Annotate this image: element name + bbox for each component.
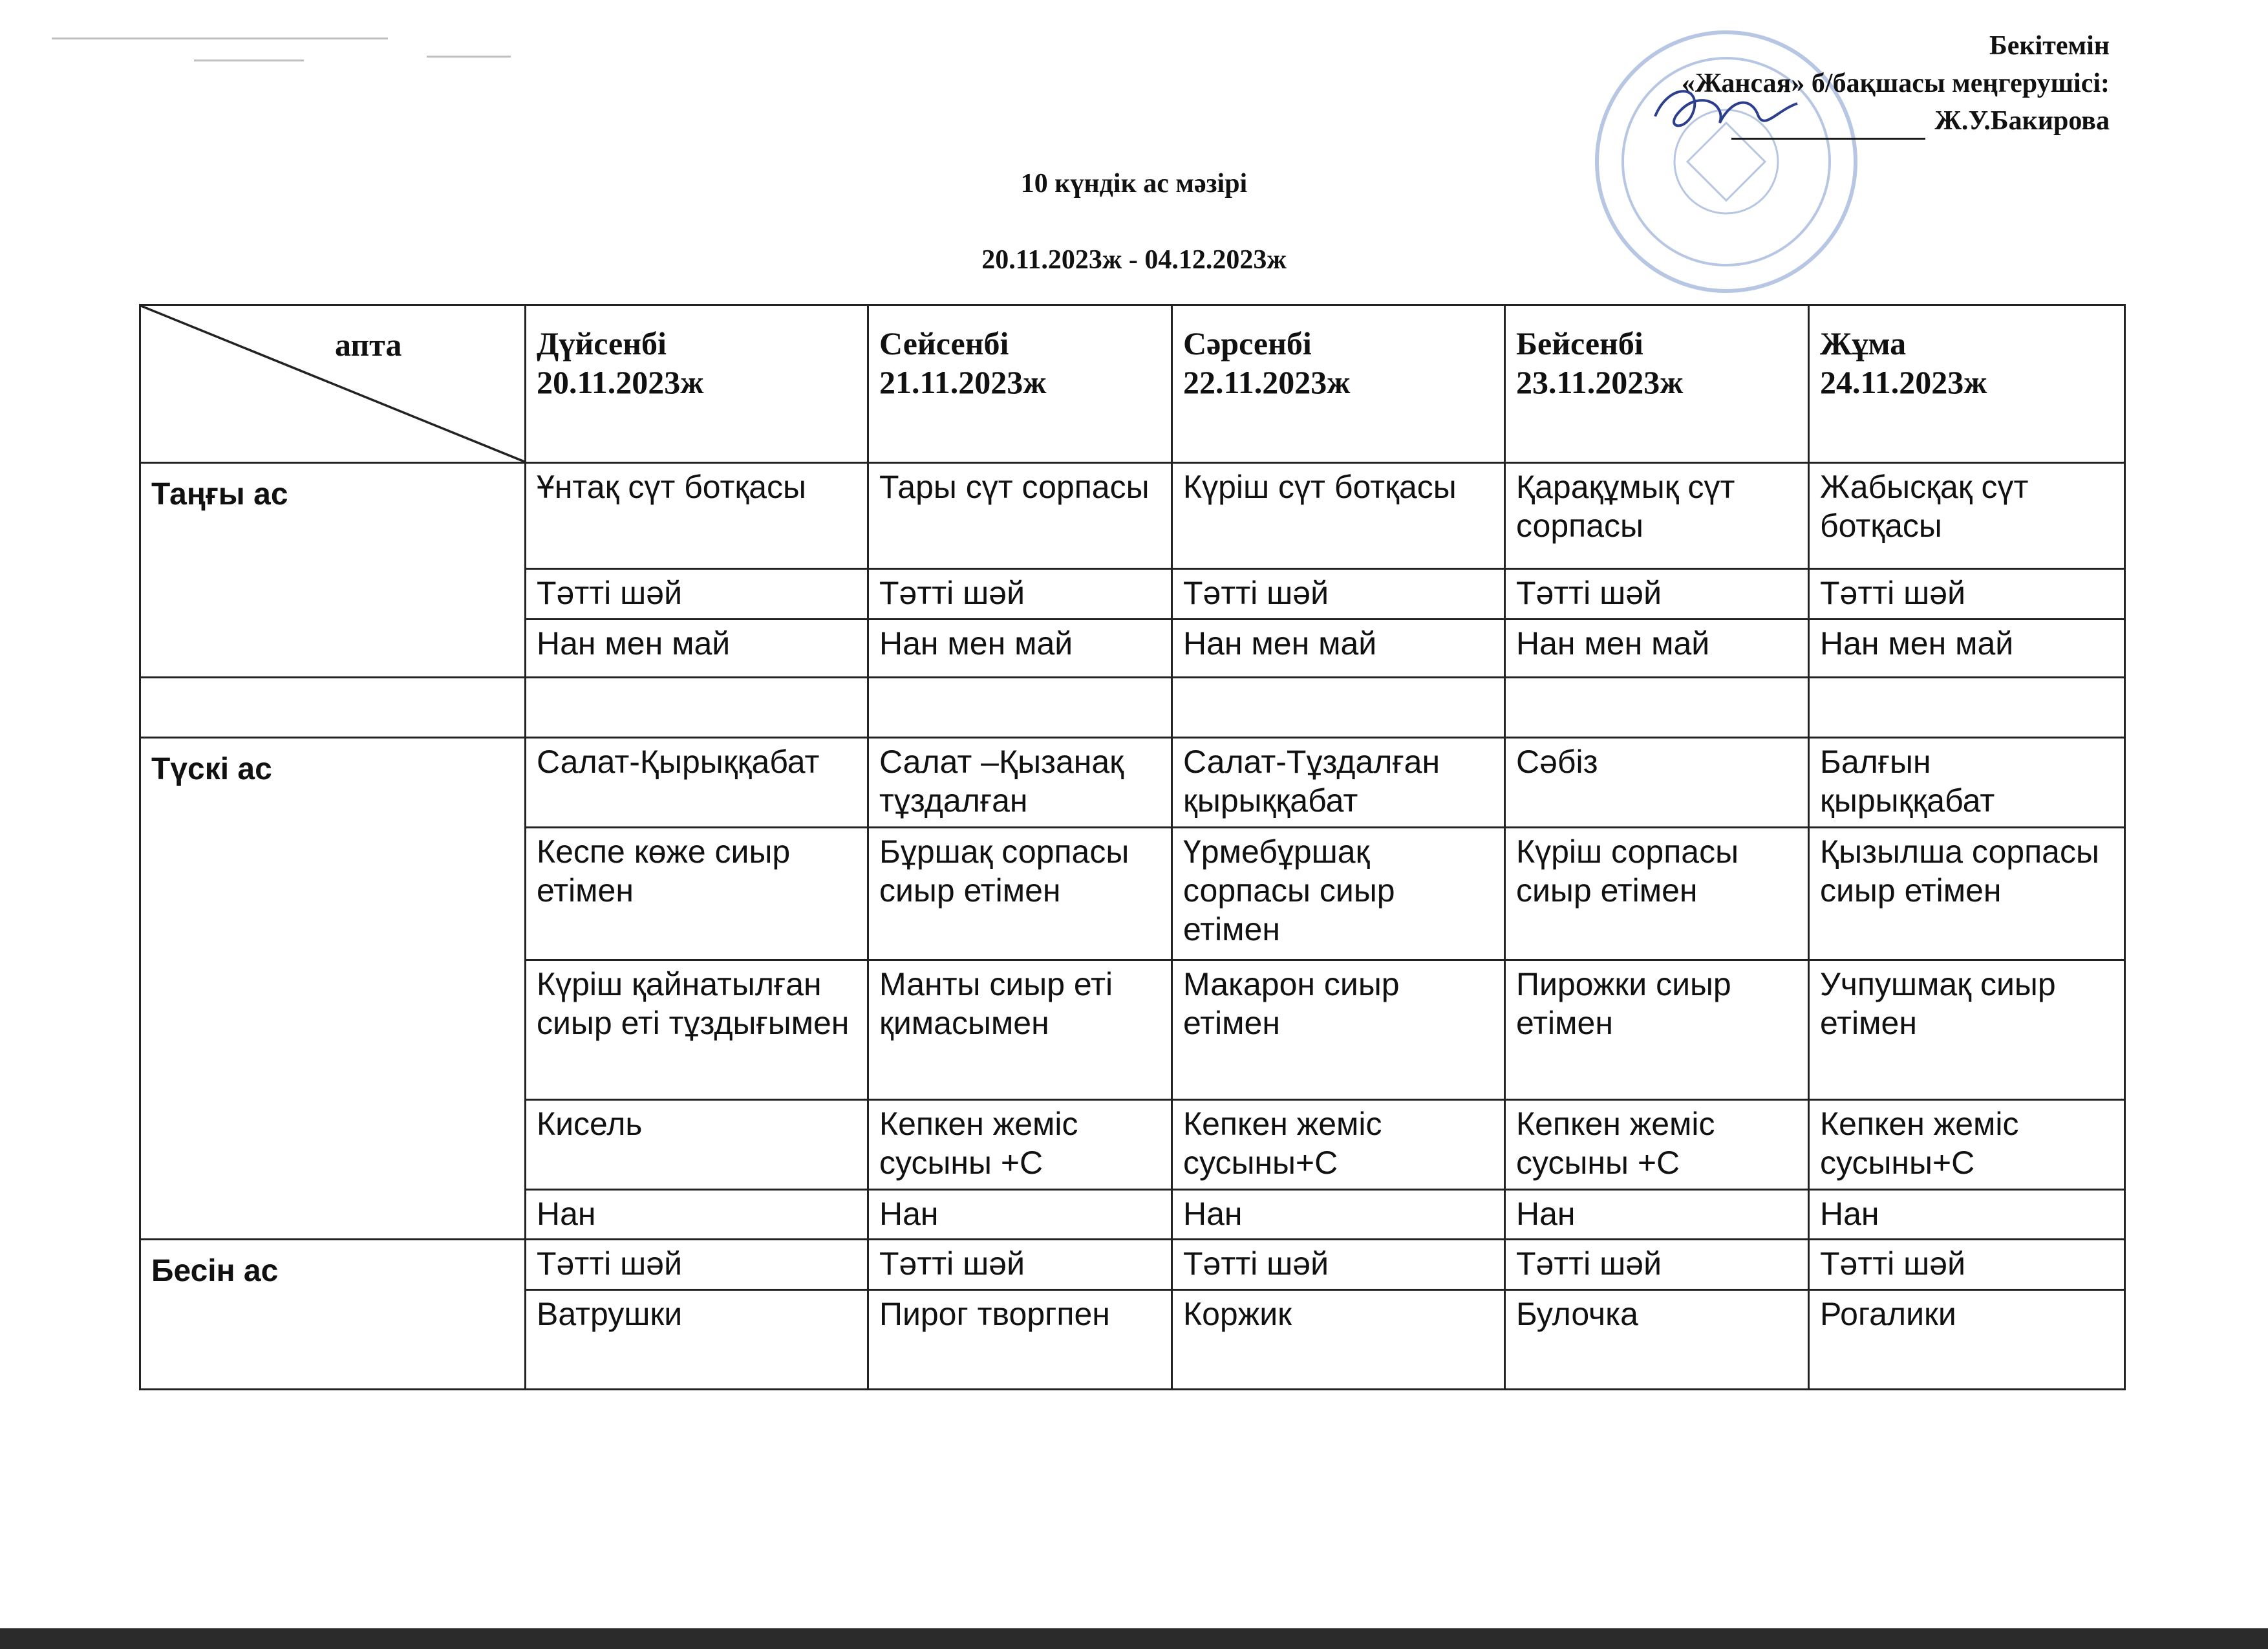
day-date: 22.11.2023ж bbox=[1183, 364, 1351, 400]
meal-label: Түскі ас bbox=[140, 737, 526, 1240]
table-row bbox=[140, 1240, 2125, 1289]
table-row bbox=[140, 462, 2125, 569]
menu-cell: Қарақұмық сүт сорпасы bbox=[1505, 462, 1809, 569]
menu-cell: Нан мен май bbox=[868, 619, 1172, 678]
menu-cell: Коржик bbox=[1172, 1289, 1505, 1389]
table-header-row bbox=[140, 305, 2125, 463]
menu-cell: Макарон сиыр етімен bbox=[1172, 960, 1505, 1100]
day-date: 20.11.2023ж bbox=[537, 364, 704, 400]
day-header bbox=[1172, 305, 1505, 463]
menu-cell: Пирожки сиыр етімен bbox=[1505, 960, 1809, 1100]
day-name: Жұма bbox=[1820, 325, 1907, 361]
menu-cell: Тәтті шәй bbox=[1172, 1240, 1505, 1289]
table-row bbox=[140, 737, 2125, 827]
menu-cell: Тәтті шәй bbox=[1809, 1240, 2125, 1289]
scan-bottom-edge bbox=[0, 1628, 2268, 1649]
menu-cell: Тәтті шәй bbox=[526, 569, 868, 619]
day-date: 23.11.2023ж bbox=[1516, 364, 1684, 400]
day-name: Сейсенбі bbox=[879, 325, 1009, 361]
menu-cell: Булочка bbox=[1505, 1289, 1809, 1389]
menu-cell: Нан bbox=[1172, 1190, 1505, 1240]
menu-cell: Тәтті шәй bbox=[1172, 569, 1505, 619]
menu-cell bbox=[868, 678, 1172, 738]
menu-cell bbox=[1172, 678, 1505, 738]
day-date: 21.11.2023ж bbox=[879, 364, 1047, 400]
menu-cell: Ұнтақ сүт ботқасы bbox=[526, 462, 868, 569]
menu-cell: Манты сиыр еті қимасымен bbox=[868, 960, 1172, 1100]
menu-cell: Салат –Қызанақ тұздалған bbox=[868, 737, 1172, 827]
day-name: Сәрсенбі bbox=[1183, 325, 1312, 361]
menu-cell: Тәтті шәй bbox=[1809, 569, 2125, 619]
approval-line-1: Бекітемін bbox=[1989, 31, 2110, 61]
menu-cell: Нан bbox=[1809, 1190, 2125, 1240]
menu-cell: Тәтті шәй bbox=[1505, 569, 1809, 619]
menu-cell: Кепкен жеміс сусыны+С bbox=[1172, 1100, 1505, 1190]
corner-cell bbox=[140, 305, 526, 463]
menu-table bbox=[139, 304, 2126, 1390]
menu-cell: Учпушмақ сиыр етімен bbox=[1809, 960, 2125, 1100]
menu-cell: Пирог творгпен bbox=[868, 1289, 1172, 1389]
menu-cell bbox=[526, 678, 868, 738]
table-row bbox=[140, 678, 2125, 738]
approval-signature-row bbox=[1682, 102, 2110, 140]
menu-cell: Нан мен май bbox=[1172, 619, 1505, 678]
menu-cell: Салат-Тұздалған қырыққабат bbox=[1172, 737, 1505, 827]
day-header bbox=[1505, 305, 1809, 463]
approval-block bbox=[1682, 27, 2110, 140]
day-header bbox=[526, 305, 868, 463]
menu-cell: Күріш сүт ботқасы bbox=[1172, 462, 1505, 569]
meal-label: Таңғы ас bbox=[140, 462, 526, 677]
day-header bbox=[868, 305, 1172, 463]
menu-cell: Кеспе көже сиыр етімен bbox=[526, 827, 868, 960]
meal-label: Бесін ас bbox=[140, 1240, 526, 1390]
day-header bbox=[1809, 305, 2125, 463]
menu-cell bbox=[1809, 678, 2125, 738]
menu-cell: Жабысқақ сүт ботқасы bbox=[1809, 462, 2125, 569]
menu-cell: Тәтті шәй bbox=[868, 1240, 1172, 1289]
menu-cell: Нан мен май bbox=[1505, 619, 1809, 678]
day-name: Дүйсенбі bbox=[537, 325, 667, 361]
signature-line bbox=[1731, 112, 1925, 140]
menu-cell: Балғын қырыққабат bbox=[1809, 737, 2125, 827]
menu-cell: Күріш қайнатылған сиыр еті тұздығымен bbox=[526, 960, 868, 1100]
page-title: 10 күндік ас мәзірі bbox=[1020, 169, 1248, 199]
date-range: 20.11.2023ж - 04.12.2023ж bbox=[981, 245, 1287, 275]
menu-cell: Бұршақ сорпасы сиыр етімен bbox=[868, 827, 1172, 960]
menu-cell bbox=[1505, 678, 1809, 738]
scan-mark bbox=[427, 56, 511, 58]
menu-cell: Нан bbox=[526, 1190, 868, 1240]
menu-cell: Рогалики bbox=[1809, 1289, 2125, 1389]
menu-cell: Үрмебұршақ сорпасы сиыр етімен bbox=[1172, 827, 1505, 960]
scan-mark bbox=[194, 59, 304, 61]
menu-cell: Күріш сорпасы сиыр етімен bbox=[1505, 827, 1809, 960]
menu-cell: Ватрушки bbox=[526, 1289, 868, 1389]
menu-cell: Нан мен май bbox=[1809, 619, 2125, 678]
menu-cell: Нан мен май bbox=[526, 619, 868, 678]
approval-line-3: Ж.У.Бакирова bbox=[1934, 106, 2110, 136]
meal-label bbox=[140, 678, 526, 738]
menu-cell: Салат-Қырыққабат bbox=[526, 737, 868, 827]
menu-cell: Тәтті шәй bbox=[526, 1240, 868, 1289]
corner-label: апта bbox=[335, 327, 402, 363]
menu-cell: Тары сүт сорпасы bbox=[868, 462, 1172, 569]
day-date: 24.11.2023ж bbox=[1820, 364, 1987, 400]
day-name: Бейсенбі bbox=[1516, 325, 1643, 361]
menu-cell: Тәтті шәй bbox=[868, 569, 1172, 619]
menu-cell: Кепкен жеміс сусыны+С bbox=[1809, 1100, 2125, 1190]
menu-cell: Нан bbox=[1505, 1190, 1809, 1240]
scan-mark bbox=[52, 38, 388, 39]
menu-cell: Тәтті шәй bbox=[1505, 1240, 1809, 1289]
menu-cell: Кисель bbox=[526, 1100, 868, 1190]
menu-cell: Нан bbox=[868, 1190, 1172, 1240]
diagonal-line bbox=[141, 306, 524, 462]
menu-cell: Кепкен жеміс сусыны +С bbox=[868, 1100, 1172, 1190]
menu-cell: Сәбіз bbox=[1505, 737, 1809, 827]
approval-line-2: «Жансая» б/бақшасы меңгерушісі: bbox=[1681, 69, 2110, 98]
menu-cell: Кепкен жеміс сусыны +С bbox=[1505, 1100, 1809, 1190]
menu-cell: Қызылша сорпасы сиыр етімен bbox=[1809, 827, 2125, 960]
